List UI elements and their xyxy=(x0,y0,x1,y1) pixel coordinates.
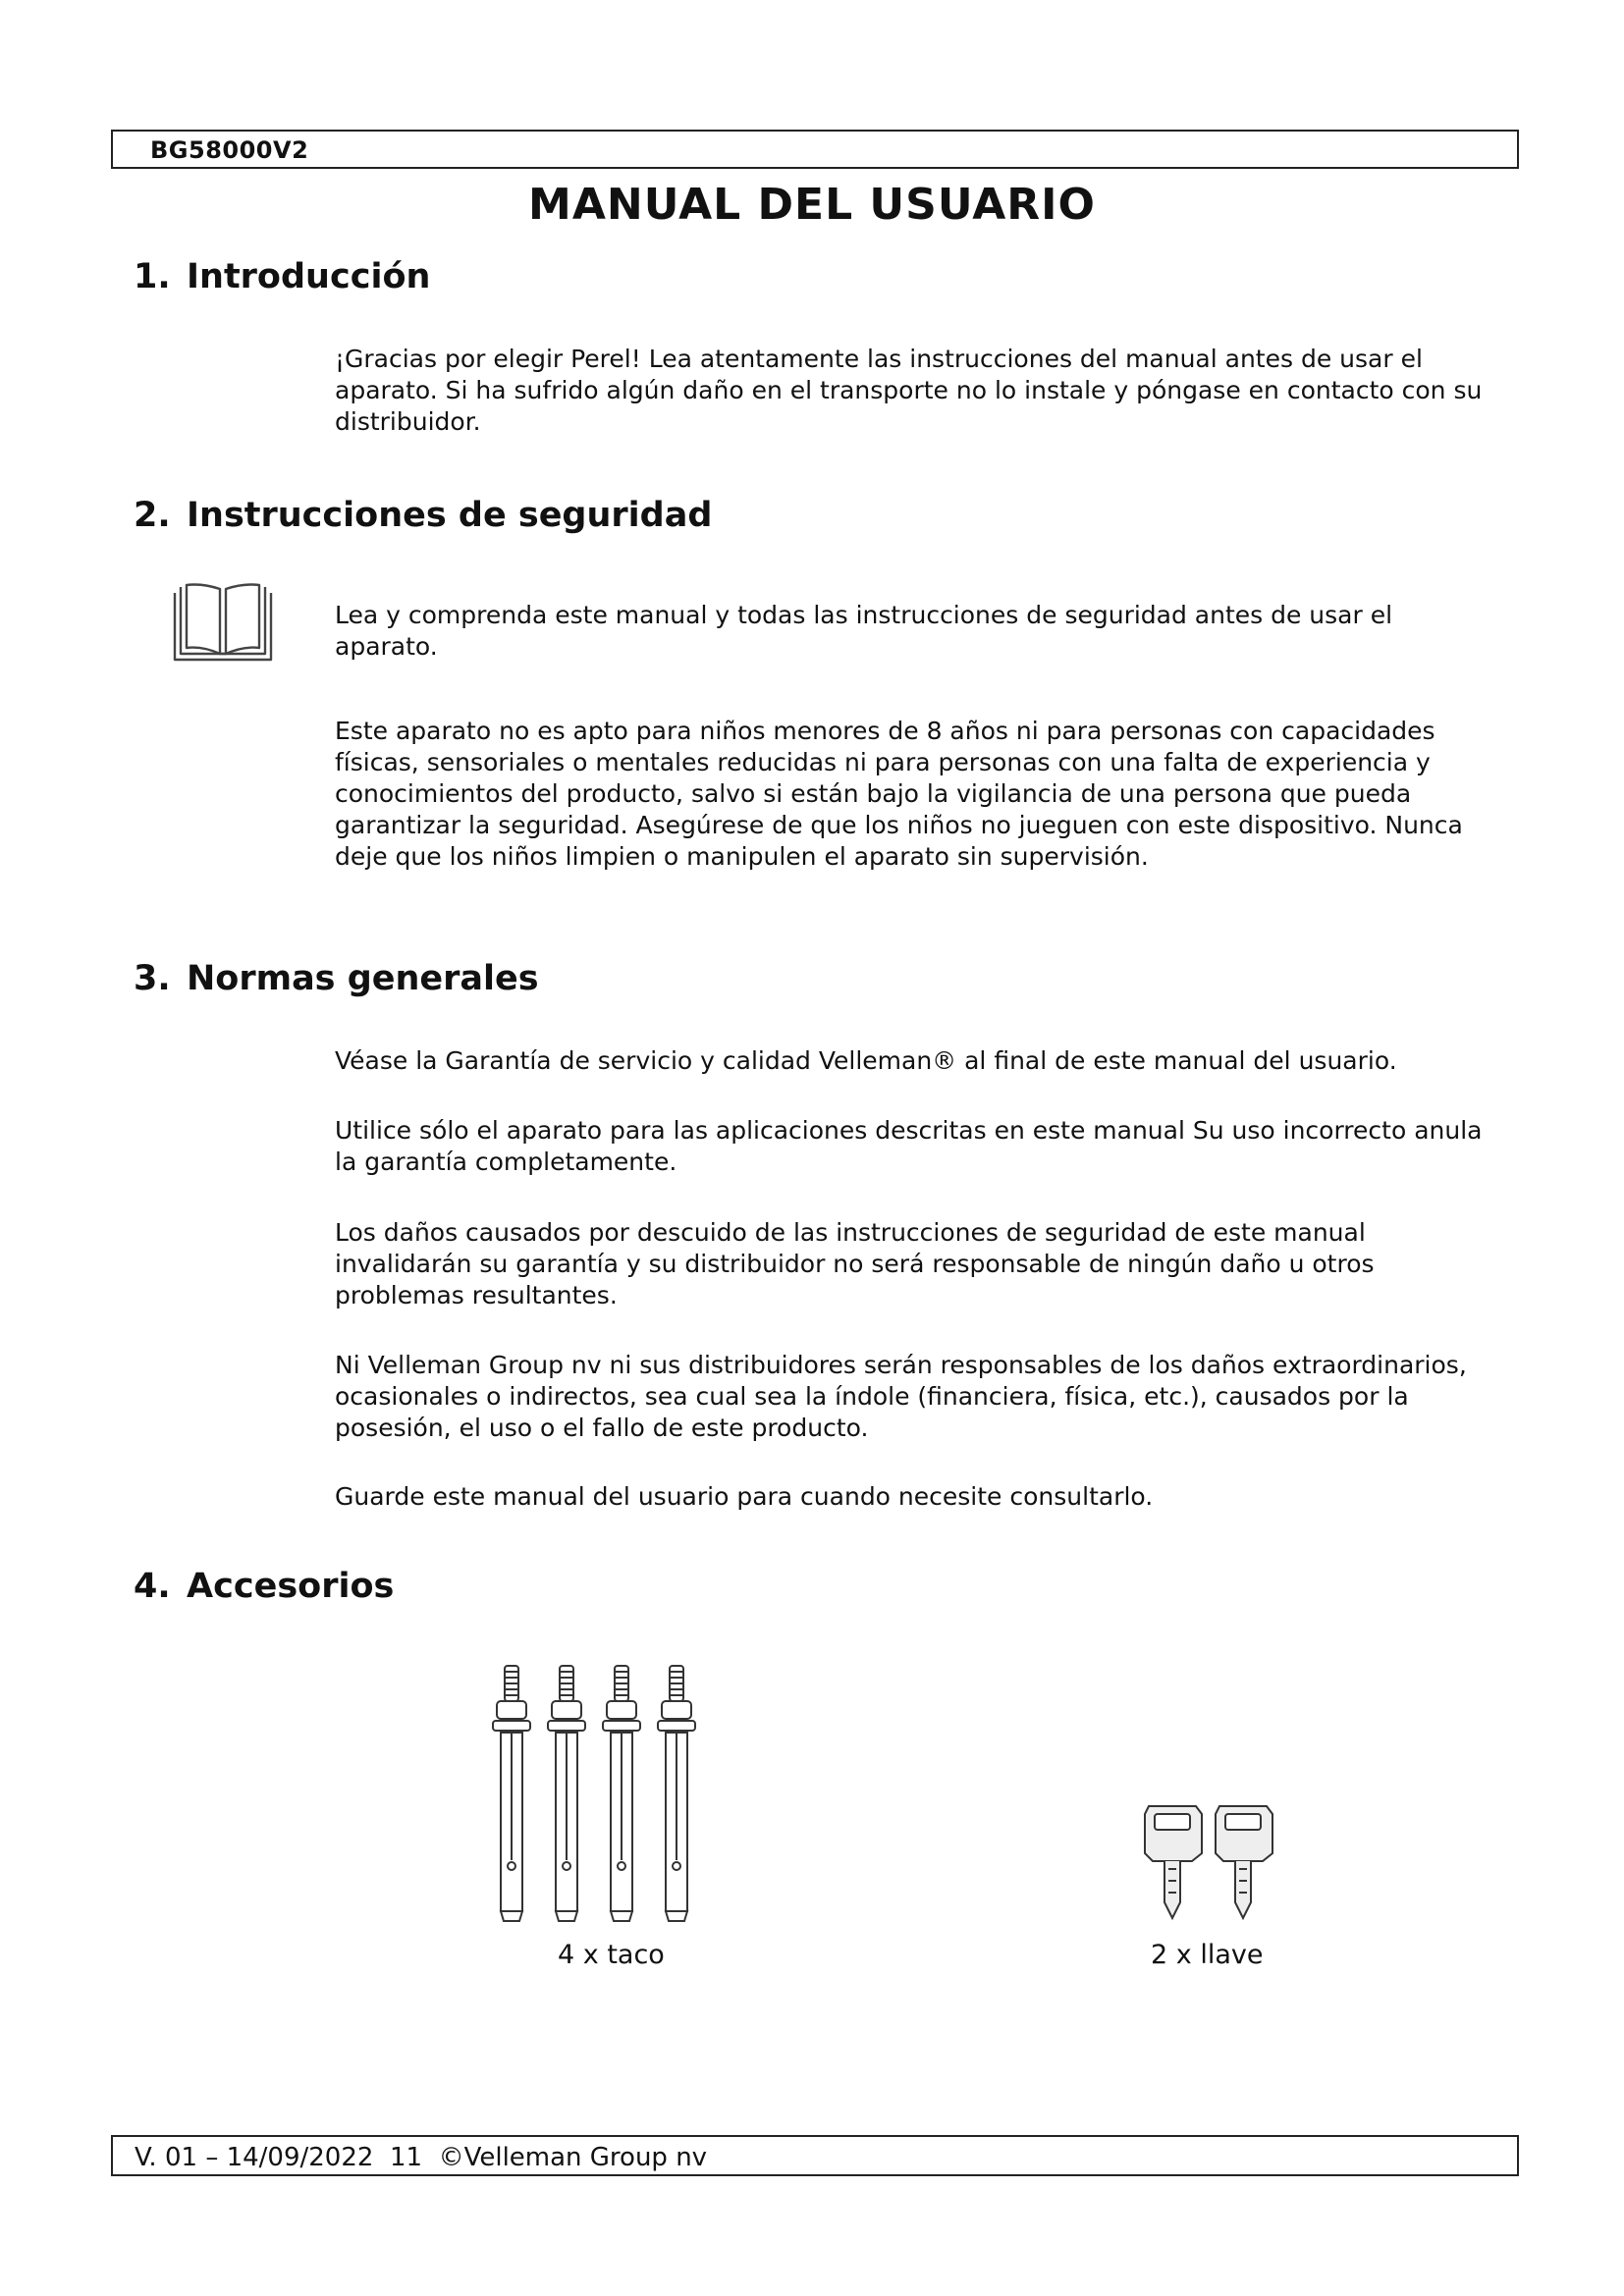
open-book-icon xyxy=(173,583,273,662)
section-heading-accesorios xyxy=(134,1567,394,1606)
section-heading-introduccion xyxy=(134,257,430,296)
page-title: MANUAL DEL USUARIO xyxy=(528,180,1096,230)
safety-paragraph-read: Lea y comprenda este manual y todas las instrucciones de seguridad antes de usar el aparato. xyxy=(335,601,1393,661)
document-header xyxy=(111,130,1519,169)
section-title: Normas generales xyxy=(187,959,539,998)
section-number: 3. xyxy=(134,959,171,998)
model-number: BG58000V2 xyxy=(150,136,309,164)
section-heading-seguridad xyxy=(134,496,712,535)
section-number: 2. xyxy=(134,496,171,535)
footer-text: V. 01 – 14/09/2022 11 ©Velleman Group nv xyxy=(135,2143,708,2172)
rules-paragraph-keep-manual: Guarde este manual del usuario para cuando necesite consultarlo. xyxy=(335,1482,1154,1511)
rules-paragraph-liability: Ni Velleman Group nv ni sus distribuidores serán responsables de los daños extraordinarios, ocasionales o indirectos, sea cual sea la índole (financiera, física, etc.), causados por la posesión, el uso o el fallo de este producto. xyxy=(335,1351,1467,1442)
rules-paragraph-damage: Los daños causados por descuido de las instrucciones de seguridad de este manual invalidarán su garantía y su distribuidor no será responsable de ningún daño u otros problemas resultantes. xyxy=(335,1218,1375,1309)
accessory-caption-keys: 2 x llave xyxy=(1151,1940,1264,1970)
document-footer xyxy=(111,2135,1519,2176)
intro-paragraph: ¡Gracias por elegir Perel! Lea atentamente las instrucciones del manual antes de usar el aparato. Si ha sufrido algún daño en el transporte no lo instale y póngase en contacto con su distribuidor. xyxy=(335,345,1483,436)
safety-paragraph-children: Este aparato no es apto para niños menores de 8 años ni para personas con capacidades físicas, sensoriales o mentales reducidas ni para personas con una falta de experiencia y conocimientos del producto, salvo si están bajo la vigilancia de una persona que pueda garantizar la seguridad. Asegúrese de que los niños no jueguen con este dispositivo. Nunca deje que los niños limpien o manipulen el aparato sin supervisión. xyxy=(335,717,1463,871)
section-title: Accesorios xyxy=(187,1567,395,1606)
section-number: 4. xyxy=(134,1567,171,1606)
rules-paragraph-warranty: Véase la Garantía de servicio y calidad Velleman® al final de este manual del usuario. xyxy=(335,1046,1397,1075)
accessory-caption-anchors: 4 x taco xyxy=(558,1940,665,1970)
rules-paragraph-usage: Utilice sólo el aparato para las aplicaciones descritas en este manual Su uso incorrecto anula la garantía completamente. xyxy=(335,1116,1483,1176)
key-icon xyxy=(1139,1804,1278,1922)
section-title: Introducción xyxy=(187,257,431,296)
anchor-bolt-icon xyxy=(491,1664,736,1929)
section-number: 1. xyxy=(134,257,171,296)
section-heading-normas xyxy=(134,959,539,998)
section-title: Instrucciones de seguridad xyxy=(187,496,713,535)
